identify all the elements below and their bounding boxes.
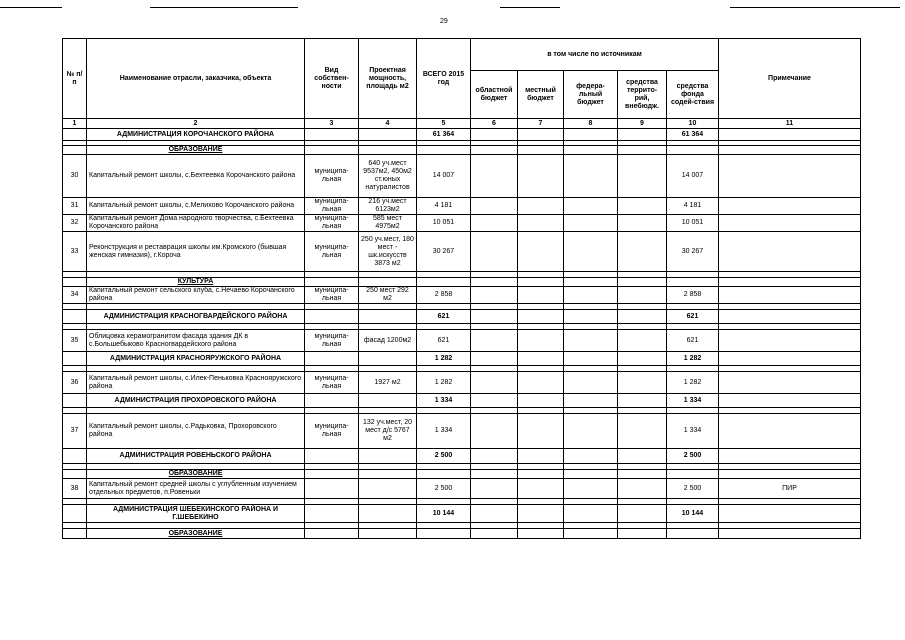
cell-total: 1 282 [417, 352, 471, 366]
section-row [63, 146, 861, 155]
cell-note [719, 372, 861, 394]
cell-note [719, 278, 861, 287]
cell-local [518, 146, 564, 155]
cell-name: Капитальный ремонт сельского клуба, с.Нечаево Корочанского района [87, 287, 305, 304]
cell-type [305, 470, 359, 479]
cell-num [63, 505, 87, 523]
cell-capacity: 585 мест 4975м2 [359, 215, 417, 232]
cell-name: АДМИНИСТРАЦИЯ РОВЕНЬСКОГО РАЙОНА [87, 449, 305, 464]
cell-num [63, 129, 87, 141]
cell-local [518, 470, 564, 479]
cell-total [417, 278, 471, 287]
cell-capacity: 250 уч.мест, 180 мест - шк.искусств 3873 м2 [359, 232, 417, 272]
cell-regional [471, 372, 518, 394]
admin-row [63, 129, 861, 141]
cell-capacity: 1927 м2 [359, 372, 417, 394]
cell-local [518, 529, 564, 539]
cell-name: Капитальный ремонт средней школы с углубленным изучением отдельных предметов, п.Ровеньки [87, 479, 305, 499]
cell-note [719, 470, 861, 479]
cell-type: муниципа-льная [305, 330, 359, 352]
admin-row [63, 505, 861, 523]
cell-num: 30 [63, 155, 87, 198]
cell-territory [618, 287, 667, 304]
admin-row [63, 449, 861, 464]
cell-fund: 61 364 [667, 129, 719, 141]
cell-federal [564, 372, 618, 394]
cell-name: ОБРАЗОВАНИЕ [87, 146, 305, 155]
cell-capacity [359, 278, 417, 287]
cell-fund: 2 500 [667, 479, 719, 499]
cell-capacity [359, 449, 417, 464]
cell-name: АДМИНИСТРАЦИЯ КРАСНОЯРУЖСКОГО РАЙОНА [87, 352, 305, 366]
cell-local [518, 278, 564, 287]
cell-type [305, 479, 359, 499]
header-federal: федера-льный бюджет [564, 71, 618, 119]
cell-territory [618, 129, 667, 141]
cell-total: 1 282 [417, 372, 471, 394]
cell-fund: 10 051 [667, 215, 719, 232]
cell-num [63, 352, 87, 366]
cell-total [417, 470, 471, 479]
cell-regional [471, 198, 518, 215]
column-number: 1 [63, 119, 87, 129]
cell-num: 34 [63, 287, 87, 304]
budget-table [62, 38, 861, 539]
cell-territory [618, 470, 667, 479]
cell-num: 32 [63, 215, 87, 232]
cell-note [719, 232, 861, 272]
cell-federal [564, 129, 618, 141]
header-capacity: Проектная мощность, площадь м2 [359, 39, 417, 119]
table-row [63, 215, 861, 232]
column-number: 7 [518, 119, 564, 129]
column-number: 4 [359, 119, 417, 129]
cell-regional [471, 215, 518, 232]
cell-fund: 1 282 [667, 372, 719, 394]
cell-num [63, 449, 87, 464]
cell-capacity [359, 479, 417, 499]
cell-capacity: 640 уч.мест 9537м2, 450м2 ст.юных натуралистов [359, 155, 417, 198]
cell-territory [618, 394, 667, 408]
cell-regional [471, 505, 518, 523]
cell-total: 10 051 [417, 215, 471, 232]
cell-total: 30 267 [417, 232, 471, 272]
cell-note [719, 155, 861, 198]
cell-note [719, 352, 861, 366]
table-row [63, 372, 861, 394]
cell-type: муниципа-льная [305, 232, 359, 272]
cell-capacity [359, 394, 417, 408]
cell-federal [564, 449, 618, 464]
section-row [63, 278, 861, 287]
column-number: 5 [417, 119, 471, 129]
header-name: Наименование отрасли, заказчика, объекта [87, 39, 305, 119]
cell-territory [618, 352, 667, 366]
cell-territory [618, 155, 667, 198]
cell-note: ПИР [719, 479, 861, 499]
section-row [63, 529, 861, 539]
cell-local [518, 232, 564, 272]
cell-territory [618, 146, 667, 155]
cell-total: 621 [417, 310, 471, 324]
admin-row [63, 310, 861, 324]
cell-total: 2 858 [417, 287, 471, 304]
cell-name: Облицовка керамогранитом фасада здания ДК в с.Большебыково Красногвардейского района [87, 330, 305, 352]
cell-regional [471, 287, 518, 304]
header-num: № п/п [63, 39, 87, 119]
cell-regional [471, 394, 518, 408]
cell-type [305, 505, 359, 523]
cell-federal [564, 330, 618, 352]
cell-territory [618, 449, 667, 464]
cell-num: 38 [63, 479, 87, 499]
cell-num [63, 394, 87, 408]
cell-fund: 30 267 [667, 232, 719, 272]
cell-total: 621 [417, 330, 471, 352]
cell-type: муниципа-льная [305, 215, 359, 232]
cell-regional [471, 479, 518, 499]
cell-local [518, 479, 564, 499]
cell-federal [564, 146, 618, 155]
header-type: Вид собствен-ности [305, 39, 359, 119]
cell-federal [564, 198, 618, 215]
cell-federal [564, 470, 618, 479]
cell-fund: 4 181 [667, 198, 719, 215]
cell-local [518, 394, 564, 408]
cell-type [305, 146, 359, 155]
cell-fund: 621 [667, 310, 719, 324]
cell-federal [564, 394, 618, 408]
cell-local [518, 215, 564, 232]
cell-territory [618, 278, 667, 287]
cell-note [719, 198, 861, 215]
cell-local [518, 198, 564, 215]
header-note: Примечание [719, 39, 861, 119]
cell-fund: 621 [667, 330, 719, 352]
cell-regional [471, 278, 518, 287]
cell-federal [564, 479, 618, 499]
table-row [63, 287, 861, 304]
cell-fund: 2 858 [667, 287, 719, 304]
admin-row [63, 394, 861, 408]
cell-total: 14 007 [417, 155, 471, 198]
cell-note [719, 394, 861, 408]
cell-type: муниципа-льная [305, 198, 359, 215]
cell-note [719, 287, 861, 304]
cell-capacity [359, 310, 417, 324]
cell-regional [471, 414, 518, 449]
cell-local [518, 129, 564, 141]
cell-note [719, 310, 861, 324]
cell-total: 61 364 [417, 129, 471, 141]
page-number: 29 [440, 18, 448, 25]
cell-local [518, 155, 564, 198]
cell-fund [667, 529, 719, 539]
cell-capacity: 132 уч.мест, 20 мест д/с 5767 м2 [359, 414, 417, 449]
cell-local [518, 449, 564, 464]
cell-regional [471, 330, 518, 352]
cell-total: 10 144 [417, 505, 471, 523]
column-number: 2 [87, 119, 305, 129]
cell-capacity [359, 470, 417, 479]
admin-row [63, 352, 861, 366]
cell-name: Капитальный ремонт школы, с.Илек-Пеньковка Краснояружского района [87, 372, 305, 394]
cell-local [518, 310, 564, 324]
cell-num [63, 146, 87, 155]
cell-fund [667, 470, 719, 479]
top-rule-right-2 [730, 7, 900, 8]
cell-total: 2 500 [417, 449, 471, 464]
cell-name: АДМИНИСТРАЦИЯ КРАСНОГВАРДЕЙСКОГО РАЙОНА [87, 310, 305, 324]
cell-territory [618, 310, 667, 324]
cell-territory [618, 232, 667, 272]
cell-name: ОБРАЗОВАНИЕ [87, 470, 305, 479]
cell-regional [471, 146, 518, 155]
cell-note [719, 529, 861, 539]
cell-type: муниципа-льная [305, 287, 359, 304]
cell-local [518, 505, 564, 523]
column-number: 3 [305, 119, 359, 129]
cell-name: Капитальный ремонт школы, с.Бехтеевка Корочанского района [87, 155, 305, 198]
cell-federal [564, 215, 618, 232]
cell-name: АДМИНИСТРАЦИЯ ПРОХОРОВСКОГО РАЙОНА [87, 394, 305, 408]
cell-name: АДМИНИСТРАЦИЯ КОРОЧАНСКОГО РАЙОНА [87, 129, 305, 141]
cell-note [719, 449, 861, 464]
cell-fund: 2 500 [667, 449, 719, 464]
header-territory: средства террито-рий, внебюдж. [618, 71, 667, 119]
cell-fund: 1 282 [667, 352, 719, 366]
cell-type [305, 529, 359, 539]
cell-regional [471, 129, 518, 141]
cell-name: Капитальный ремонт Дома народного творчества, с.Бехтеевка Корочанского района [87, 215, 305, 232]
cell-fund: 1 334 [667, 394, 719, 408]
header-sources: в том числе по источникам [471, 39, 719, 71]
cell-territory [618, 215, 667, 232]
cell-type [305, 449, 359, 464]
cell-type [305, 352, 359, 366]
cell-name: Капитальный ремонт школы, с.Радьковка, Прохоровского района [87, 414, 305, 449]
cell-fund [667, 278, 719, 287]
cell-name: ОБРАЗОВАНИЕ [87, 529, 305, 539]
table-row [63, 330, 861, 352]
cell-capacity [359, 146, 417, 155]
cell-name: Капитальный ремонт школы, с.Мелихово Корочанского района [87, 198, 305, 215]
table-row [63, 414, 861, 449]
cell-fund: 14 007 [667, 155, 719, 198]
cell-num: 31 [63, 198, 87, 215]
table-row [63, 479, 861, 499]
cell-federal [564, 278, 618, 287]
cell-total [417, 146, 471, 155]
cell-note [719, 129, 861, 141]
cell-regional [471, 155, 518, 198]
cell-type: муниципа-льная [305, 155, 359, 198]
cell-num [63, 310, 87, 324]
top-rule-right-1 [500, 7, 560, 8]
cell-local [518, 414, 564, 449]
cell-local [518, 287, 564, 304]
cell-federal [564, 155, 618, 198]
cell-regional [471, 310, 518, 324]
cell-type: муниципа-льная [305, 414, 359, 449]
cell-num: 35 [63, 330, 87, 352]
cell-regional [471, 232, 518, 272]
cell-regional [471, 470, 518, 479]
cell-total: 4 181 [417, 198, 471, 215]
cell-total: 1 334 [417, 414, 471, 449]
cell-federal [564, 232, 618, 272]
cell-local [518, 372, 564, 394]
column-number: 10 [667, 119, 719, 129]
cell-territory [618, 414, 667, 449]
top-rule-center [150, 7, 298, 8]
header-total: ВСЕГО 2015 год [417, 39, 471, 119]
cell-num: 36 [63, 372, 87, 394]
top-rule-left [0, 7, 62, 8]
table-row [63, 155, 861, 198]
cell-fund [667, 146, 719, 155]
cell-total: 2 500 [417, 479, 471, 499]
cell-fund: 1 334 [667, 414, 719, 449]
header-fund: средства фонда содей-ствия [667, 71, 719, 119]
column-number: 6 [471, 119, 518, 129]
cell-name: АДМИНИСТРАЦИЯ ШЕБЕКИНСКОГО РАЙОНА И Г.ШЕБЕКИНО [87, 505, 305, 523]
cell-note [719, 505, 861, 523]
cell-name: Реконструкция и реставрация школы им.Кромского (бывшая женская гимназия), г.Короча [87, 232, 305, 272]
cell-federal [564, 287, 618, 304]
cell-capacity [359, 352, 417, 366]
cell-note [719, 330, 861, 352]
cell-federal [564, 414, 618, 449]
cell-territory [618, 330, 667, 352]
cell-total: 1 334 [417, 394, 471, 408]
cell-federal [564, 310, 618, 324]
table-row [63, 198, 861, 215]
cell-note [719, 215, 861, 232]
table-body [63, 129, 861, 539]
header-regional: областной бюджет [471, 71, 518, 119]
cell-type [305, 394, 359, 408]
cell-territory [618, 479, 667, 499]
cell-local [518, 330, 564, 352]
cell-territory [618, 372, 667, 394]
cell-federal [564, 505, 618, 523]
cell-territory [618, 505, 667, 523]
cell-capacity: 216 уч.мест 6123м2 [359, 198, 417, 215]
cell-capacity [359, 529, 417, 539]
cell-capacity [359, 505, 417, 523]
column-numbers-row [63, 119, 861, 129]
cell-note [719, 414, 861, 449]
cell-territory [618, 529, 667, 539]
cell-federal [564, 352, 618, 366]
cell-federal [564, 529, 618, 539]
section-row [63, 470, 861, 479]
column-number: 11 [719, 119, 861, 129]
cell-num: 33 [63, 232, 87, 272]
column-number: 8 [564, 119, 618, 129]
header-local: местный бюджет [518, 71, 564, 119]
cell-type [305, 278, 359, 287]
cell-regional [471, 449, 518, 464]
cell-type: муниципа-льная [305, 372, 359, 394]
cell-local [518, 352, 564, 366]
cell-type [305, 310, 359, 324]
column-number: 9 [618, 119, 667, 129]
cell-capacity [359, 129, 417, 141]
cell-type [305, 129, 359, 141]
cell-num [63, 470, 87, 479]
cell-regional [471, 352, 518, 366]
cell-regional [471, 529, 518, 539]
cell-fund: 10 144 [667, 505, 719, 523]
cell-total [417, 529, 471, 539]
cell-note [719, 146, 861, 155]
table-row [63, 232, 861, 272]
cell-name: КУЛЬТУРА [87, 278, 305, 287]
cell-capacity: 250 мест 292 м2 [359, 287, 417, 304]
cell-territory [618, 198, 667, 215]
cell-num [63, 278, 87, 287]
cell-capacity: фасад 1200м2 [359, 330, 417, 352]
cell-num [63, 529, 87, 539]
cell-num: 37 [63, 414, 87, 449]
